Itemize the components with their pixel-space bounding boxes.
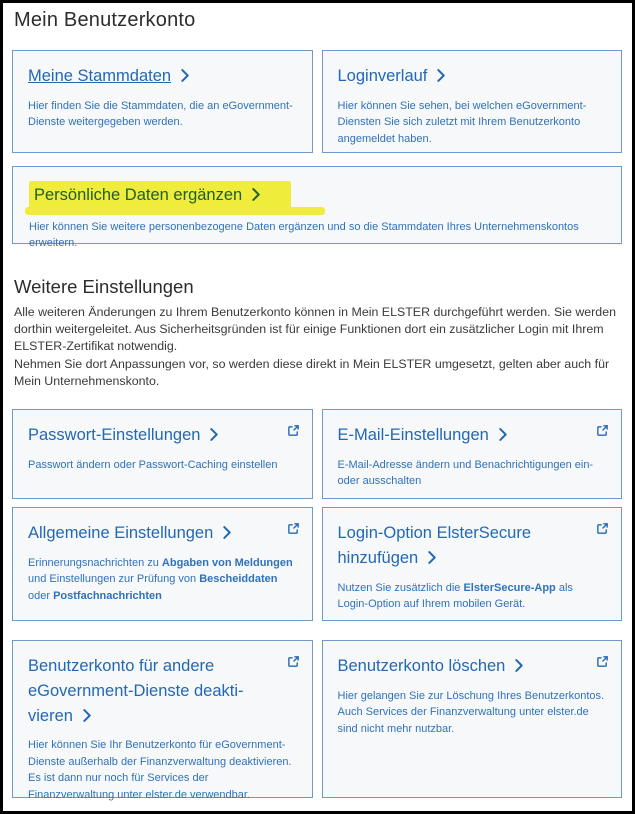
card-title-row (28, 521, 297, 546)
card-title-row (28, 423, 297, 448)
account-cards-section (12, 50, 622, 153)
card-description: Hier können Sie Ihr Benutzerkonto für eGovernment-Dienste außerhalb der Finanzverwaltung deaktivieren. Es ist dann nur noch für Services der Finanzverwaltung unter elster.de verwendbar. (28, 739, 292, 801)
card-benutzerkonto-deaktivieren[interactable] (12, 640, 313, 801)
card-description: Hier finden Sie die Stammdaten, die an eGovernment-Dienste weitergegeben werden. (28, 99, 293, 129)
card-benutzerkonto-loeschen[interactable] (322, 640, 623, 798)
card-title-row (28, 654, 297, 728)
chevron-right-icon (82, 708, 92, 726)
passwort-einstellungen-link[interactable]: Passwort-Einstellungen (28, 426, 201, 444)
card-description: Hier gelangen Sie zur Löschung Ihres Benutzerkontos. Auch Services der Finanzverwaltung unter elster.de sind nicht mehr nutzbar. (337, 689, 605, 735)
chevron-right-icon (222, 525, 232, 543)
card-title-row (28, 64, 297, 89)
card-description: Nutzen Sie zusätzlich die ElsterSecure-App als Login-Option auf Ihrem mobilen Gerät. (337, 581, 573, 610)
chevron-right-icon (514, 658, 524, 676)
card-allgemeine-einstellungen[interactable] (12, 507, 313, 621)
intro-paragraph-2: Nehmen Sie dort Anpassungen vor, so werden diese direkt in Mein ELSTER umgesetzt, gelten aber auch für Mein Unternehmenskonto. (14, 356, 610, 388)
card-meine-stammdaten[interactable] (12, 50, 313, 153)
section-intro (14, 304, 622, 390)
chevron-right-icon (498, 427, 508, 445)
benutzerkonto-loeschen-link[interactable]: Benutzerkonto löschen (337, 657, 506, 675)
card-loginverlauf[interactable] (322, 50, 623, 153)
settings-cards-row-3 (12, 640, 622, 801)
card-title-row (338, 64, 607, 89)
card-description: Hier können Sie sehen, bei welchen eGovernment-Diensten Sie sich zuletzt mit Ihrem Benutzerkonto angemeldet haben. (337, 99, 587, 145)
external-link-icon (287, 424, 300, 437)
persoenliche-daten-link[interactable]: Persönliche Daten ergänzen (34, 186, 243, 204)
external-link-icon (596, 522, 609, 535)
card-elstersecure[interactable] (322, 507, 623, 621)
card-passwort-einstellungen[interactable] (12, 409, 313, 499)
chevron-right-icon (436, 68, 446, 86)
card-description: E-Mail-Adresse ändern und Benachrichtigungen ein- oder ausschalten (337, 458, 594, 488)
email-einstellungen-link[interactable]: E-Mail-Einstellungen (337, 426, 489, 444)
card-title-row (338, 521, 607, 571)
chevron-right-icon (427, 550, 437, 568)
meine-stammdaten-link[interactable]: Meine Stammdaten (28, 67, 172, 85)
intro-paragraph-1: Alle weiteren Änderungen zu Ihrem Benutzerkonto können in Mein ELSTER durchgeführt werden. Sie werden dorthin weitergeleitet. Aus Sicherheitsgründen ist für einige Funktionen dort ein zusätzlicher Login mit Ihrem ELSTER-Zertifikat notwendig. (14, 305, 616, 354)
external-link-icon (287, 522, 300, 535)
card-title-row (338, 654, 607, 679)
benutzerkonto-deaktivieren-link[interactable]: Benutzerkonto für andere eGovernment-Dienste deaktivieren (28, 657, 244, 725)
settings-cards-row-2 (12, 507, 622, 621)
card-description: Passwort ändern oder Passwort-Caching einstellen (28, 458, 278, 471)
card-description: Erinnerungsnachrichten zu Abgaben von Meldungen und Einstellungen zur Prüfung von Bescheiddaten oder Postfachnachrichten (28, 556, 293, 602)
loginverlauf-link[interactable]: Loginverlauf (337, 67, 428, 85)
chevron-right-icon (209, 427, 219, 445)
page-title: Mein Benutzerkonto (14, 9, 196, 31)
card-title-row (338, 423, 607, 448)
chevron-right-icon (251, 187, 261, 205)
highlight-marker (29, 181, 291, 211)
card-description: Hier können Sie weitere personenbezogene Daten ergänzen und so die Stammdaten Ihres Unternehmenskontos erweitern. (29, 220, 579, 250)
chevron-right-icon (180, 68, 190, 86)
section-title: Weitere Einstellungen (14, 276, 194, 297)
card-email-einstellungen[interactable] (322, 409, 623, 499)
card-persoenliche-daten[interactable] (12, 166, 622, 250)
settings-cards-row-1 (12, 409, 622, 499)
elstersecure-link[interactable]: Login-Option ElsterSecure hinzufügen (337, 524, 532, 567)
external-link-icon (596, 424, 609, 437)
allgemeine-einstellungen-link[interactable]: Allgemeine Einstellungen (28, 524, 214, 542)
external-link-icon (287, 655, 300, 668)
external-link-icon (596, 655, 609, 668)
